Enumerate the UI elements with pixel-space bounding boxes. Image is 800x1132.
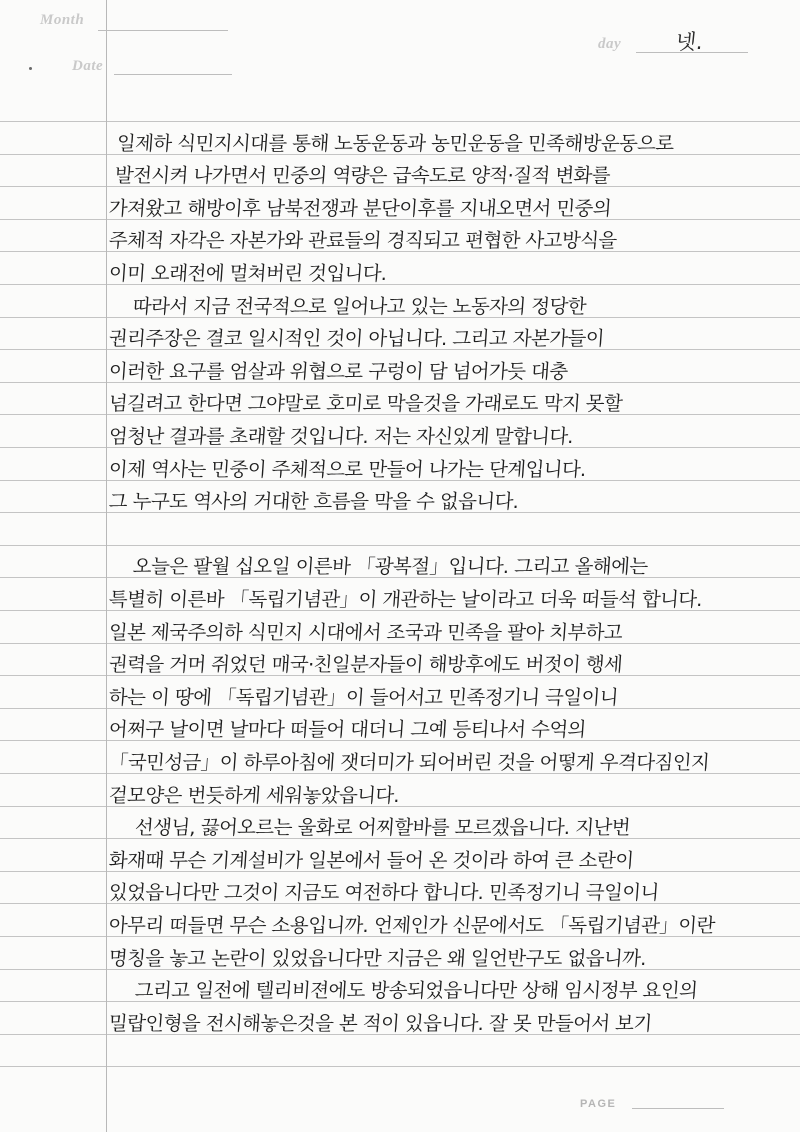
text-line: 특별히 이른바 「독립기념관」이 개관하는 날이라고 더욱 떠들석 합니다.: [108, 588, 703, 611]
month-label: Month: [40, 12, 85, 28]
text-line: 선생님, 끓어오르는 울화로 어찌할바를 모르겠읍니다. 지난번: [134, 816, 631, 840]
text-line: 엄청난 결과를 초래할 것입니다. 저는 자신있게 말합니다.: [108, 425, 574, 448]
text-line: 그리고 일전에 텔리비젼에도 방송되었읍니다만 상해 임시정부 요인의: [134, 979, 699, 1003]
text-line: 권리주장은 결코 일시적인 것이 아닙니다. 그리고 자본가들이: [108, 327, 605, 351]
text-line: 하는 이 땅에 「독립기념관」이 들어서고 민족정기니 극일이니: [108, 685, 619, 709]
text-line: 가져왔고 해방이후 남북전쟁과 분단이후를 지내오면서 민중의: [108, 196, 612, 220]
text-line: 따라서 지금 전국적으로 일어나고 있는 노동자의 정당한: [132, 294, 587, 318]
text-line: 아무리 떠들면 무슨 소용입니까. 언제인가 신문에서도 「독립기념관」이란: [108, 914, 716, 937]
page-number-line: [632, 1108, 724, 1109]
text-line: 오늘은 팔월 십오일 이른바 「광복절」입니다. 그리고 올해에는: [132, 555, 649, 579]
text-line: 있었읍니다만 그것이 지금도 여전하다 합니다. 민족정기니 극일이니: [108, 881, 660, 905]
text-line: 일본 제국주의하 식민지 시대에서 조국과 민족을 팔아 치부하고: [108, 620, 624, 644]
page-label: PAGE: [580, 1098, 617, 1110]
text-line: 일제하 식민지시대를 통해 노동운동과 농민운동을 민족해방운동으로: [116, 131, 675, 155]
text-line: 화재때 무슨 기계설비가 일본에서 들어 온 것이라 하여 큰 소란이: [108, 848, 635, 872]
text-line: 어쩌구 날이면 날마다 떠들어 대더니 그예 등티나서 수억의: [108, 718, 587, 742]
day-label: day: [598, 36, 622, 52]
text-line: 그 누구도 역사의 거대한 흐름을 막을 수 없읍니다.: [108, 490, 520, 514]
text-line: 넘길려고 한다면 그야말로 호미로 막을것을 가래로도 막지 못할: [108, 392, 624, 416]
text-line: 밀랍인형을 전시해놓은것을 본 적이 있읍니다. 잘 못 만들어서 보기: [108, 1011, 653, 1035]
text-line: 「국민성금」이 하루아침에 잿더미가 되어버린 것을 어떻게 우격다짐인지: [108, 751, 710, 774]
text-line: 이제 역사는 민중이 주체적으로 만들어 나가는 단계입니다.: [108, 457, 587, 481]
text-line: 명칭을 놓고 논란이 있었읍니다만 지금은 왜 일언반구도 없읍니까.: [108, 946, 647, 970]
text-line: 발전시켜 나가면서 민중의 역량은 급속도로 양적·질적 변화를: [114, 164, 611, 188]
text-line: 이미 오래전에 멀쳐버린 것입니다.: [108, 262, 388, 285]
text-line: 주체적 자각은 자본가와 관료들의 경직되고 편협한 사고방식을: [108, 229, 618, 253]
text-line: 겉모양은 번듯하게 세워놓았읍니다.: [108, 783, 401, 807]
date-label: Date: [72, 58, 104, 74]
day-value: 넷.: [674, 30, 705, 54]
text-line: 이러한 요구를 엄살과 위협으로 구렁이 담 넘어가듯 대충: [108, 359, 569, 383]
text-line: 권력을 거머 쥐었던 매국·친일분자들이 해방후에도 버젓이 행세: [108, 653, 624, 677]
